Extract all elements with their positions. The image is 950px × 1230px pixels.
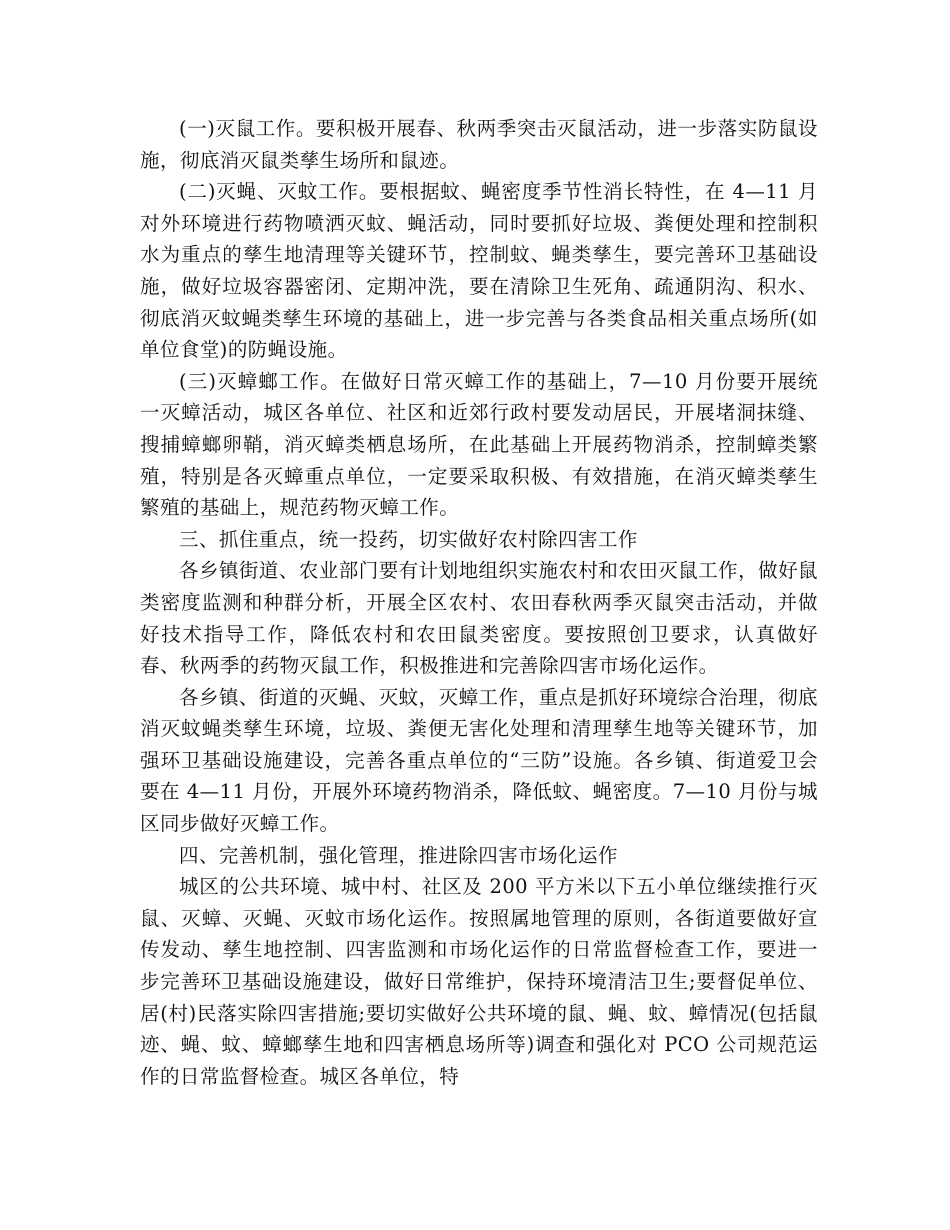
paragraph-rodent-control: (一)灭鼠工作。要积极开展春、秋两季突击灭鼠活动，进一步落实防鼠设施，彻底消灭鼠类孳生场所和鼠迹。 — [140, 117, 818, 172]
section-heading-market-operation: 四、完善机制，强化管理，推进除四害市场化运作 — [179, 843, 618, 867]
paragraph-rural-rodent-control: 各乡镇街道、农业部门要有计划地组织实施农村和农田灭鼠工作，做好鼠类密度监测和种群分析，开展全区农村、农田春秋两季灭鼠突击活动，并做好技术指导工作，降低农村和农田鼠类密度。要按照创卫要求，认真做好春、秋两季的药物灭鼠工作，积极推进和完善除四害市场化运作。 — [140, 559, 818, 678]
paragraph-fly-mosquito-control: (二)灭蝇、灭蚊工作。要根据蚊、蝇密度季节性消长特性，在 4—11 月对外环境进行药物喷洒灭蚊、蝇活动，同时要抓好垃圾、粪便处理和控制积水为重点的孳生地清理等关键环节，控制蚊、蝇类孳生，要完善环卫基础设施，做好垃圾容器密闭、定期冲洗，要在清除卫生死角、疏通阴沟、积水、彻底消灭蚊蝇类孳生环境的基础上，进一步完善与各类食品相关重点场所(如单位食堂)的防蝇设施。 — [140, 180, 818, 362]
section-heading-rural-pest-control: 三、抓住重点，统一投药，切实做好农村除四害工作 — [179, 527, 638, 551]
paragraph-urban-market-operation: 城区的公共环境、城中村、社区及 200 平方米以下五小单位继续推行灭鼠、灭蟑、灭蝇、灭蚊市场化运作。按照属地管理的原则，各街道要做好宣传发动、孳生地控制、四害监测和市场化运作的日常监督检查工作，要进一步完善环卫基础设施建设，做好日常维护，保持环境清洁卫生;要督促单位、居(村)民落实除四害措施;要切实做好公共环境的鼠、蝇、蚊、蟑情况(包括鼠迹、蝇、蚊、蟑螂孳生地和四害栖息场所等)调查和强化对 PCO 公司规范运作的日常监督检查。城区各单位，特 — [140, 875, 818, 1088]
paragraph-town-pest-control: 各乡镇、街道的灭蝇、灭蚊，灭蟑工作，重点是抓好环境综合治理，彻底消灭蚊蝇类孳生环境，垃圾、粪便无害化处理和清理孳生地等关键环节，加强环卫基础设施建设，完善各重点单位的“三防”设施。各乡镇、街道爱卫会要在 4—11 月份，开展外环境药物消杀，降低蚊、蝇密度。7—10 月份与城区同步做好灭蟑工作。 — [140, 685, 818, 836]
paragraph-cockroach-control: (三)灭蟑螂工作。在做好日常灭蟑工作的基础上，7—10 月份要开展统一灭蟑活动，城区各单位、社区和近郊行政村要发动居民，开展堵洞抹缝、搜捕蟑螂卵鞘，消灭蟑类栖息场所，在此基础上开展药物消杀，控制蟑类繁殖，特别是各灭蟑重点单位，一定要采取积极、有效措施，在消灭蟑类孳生繁殖的基础上，规范药物灭蟑工作。 — [140, 369, 818, 520]
